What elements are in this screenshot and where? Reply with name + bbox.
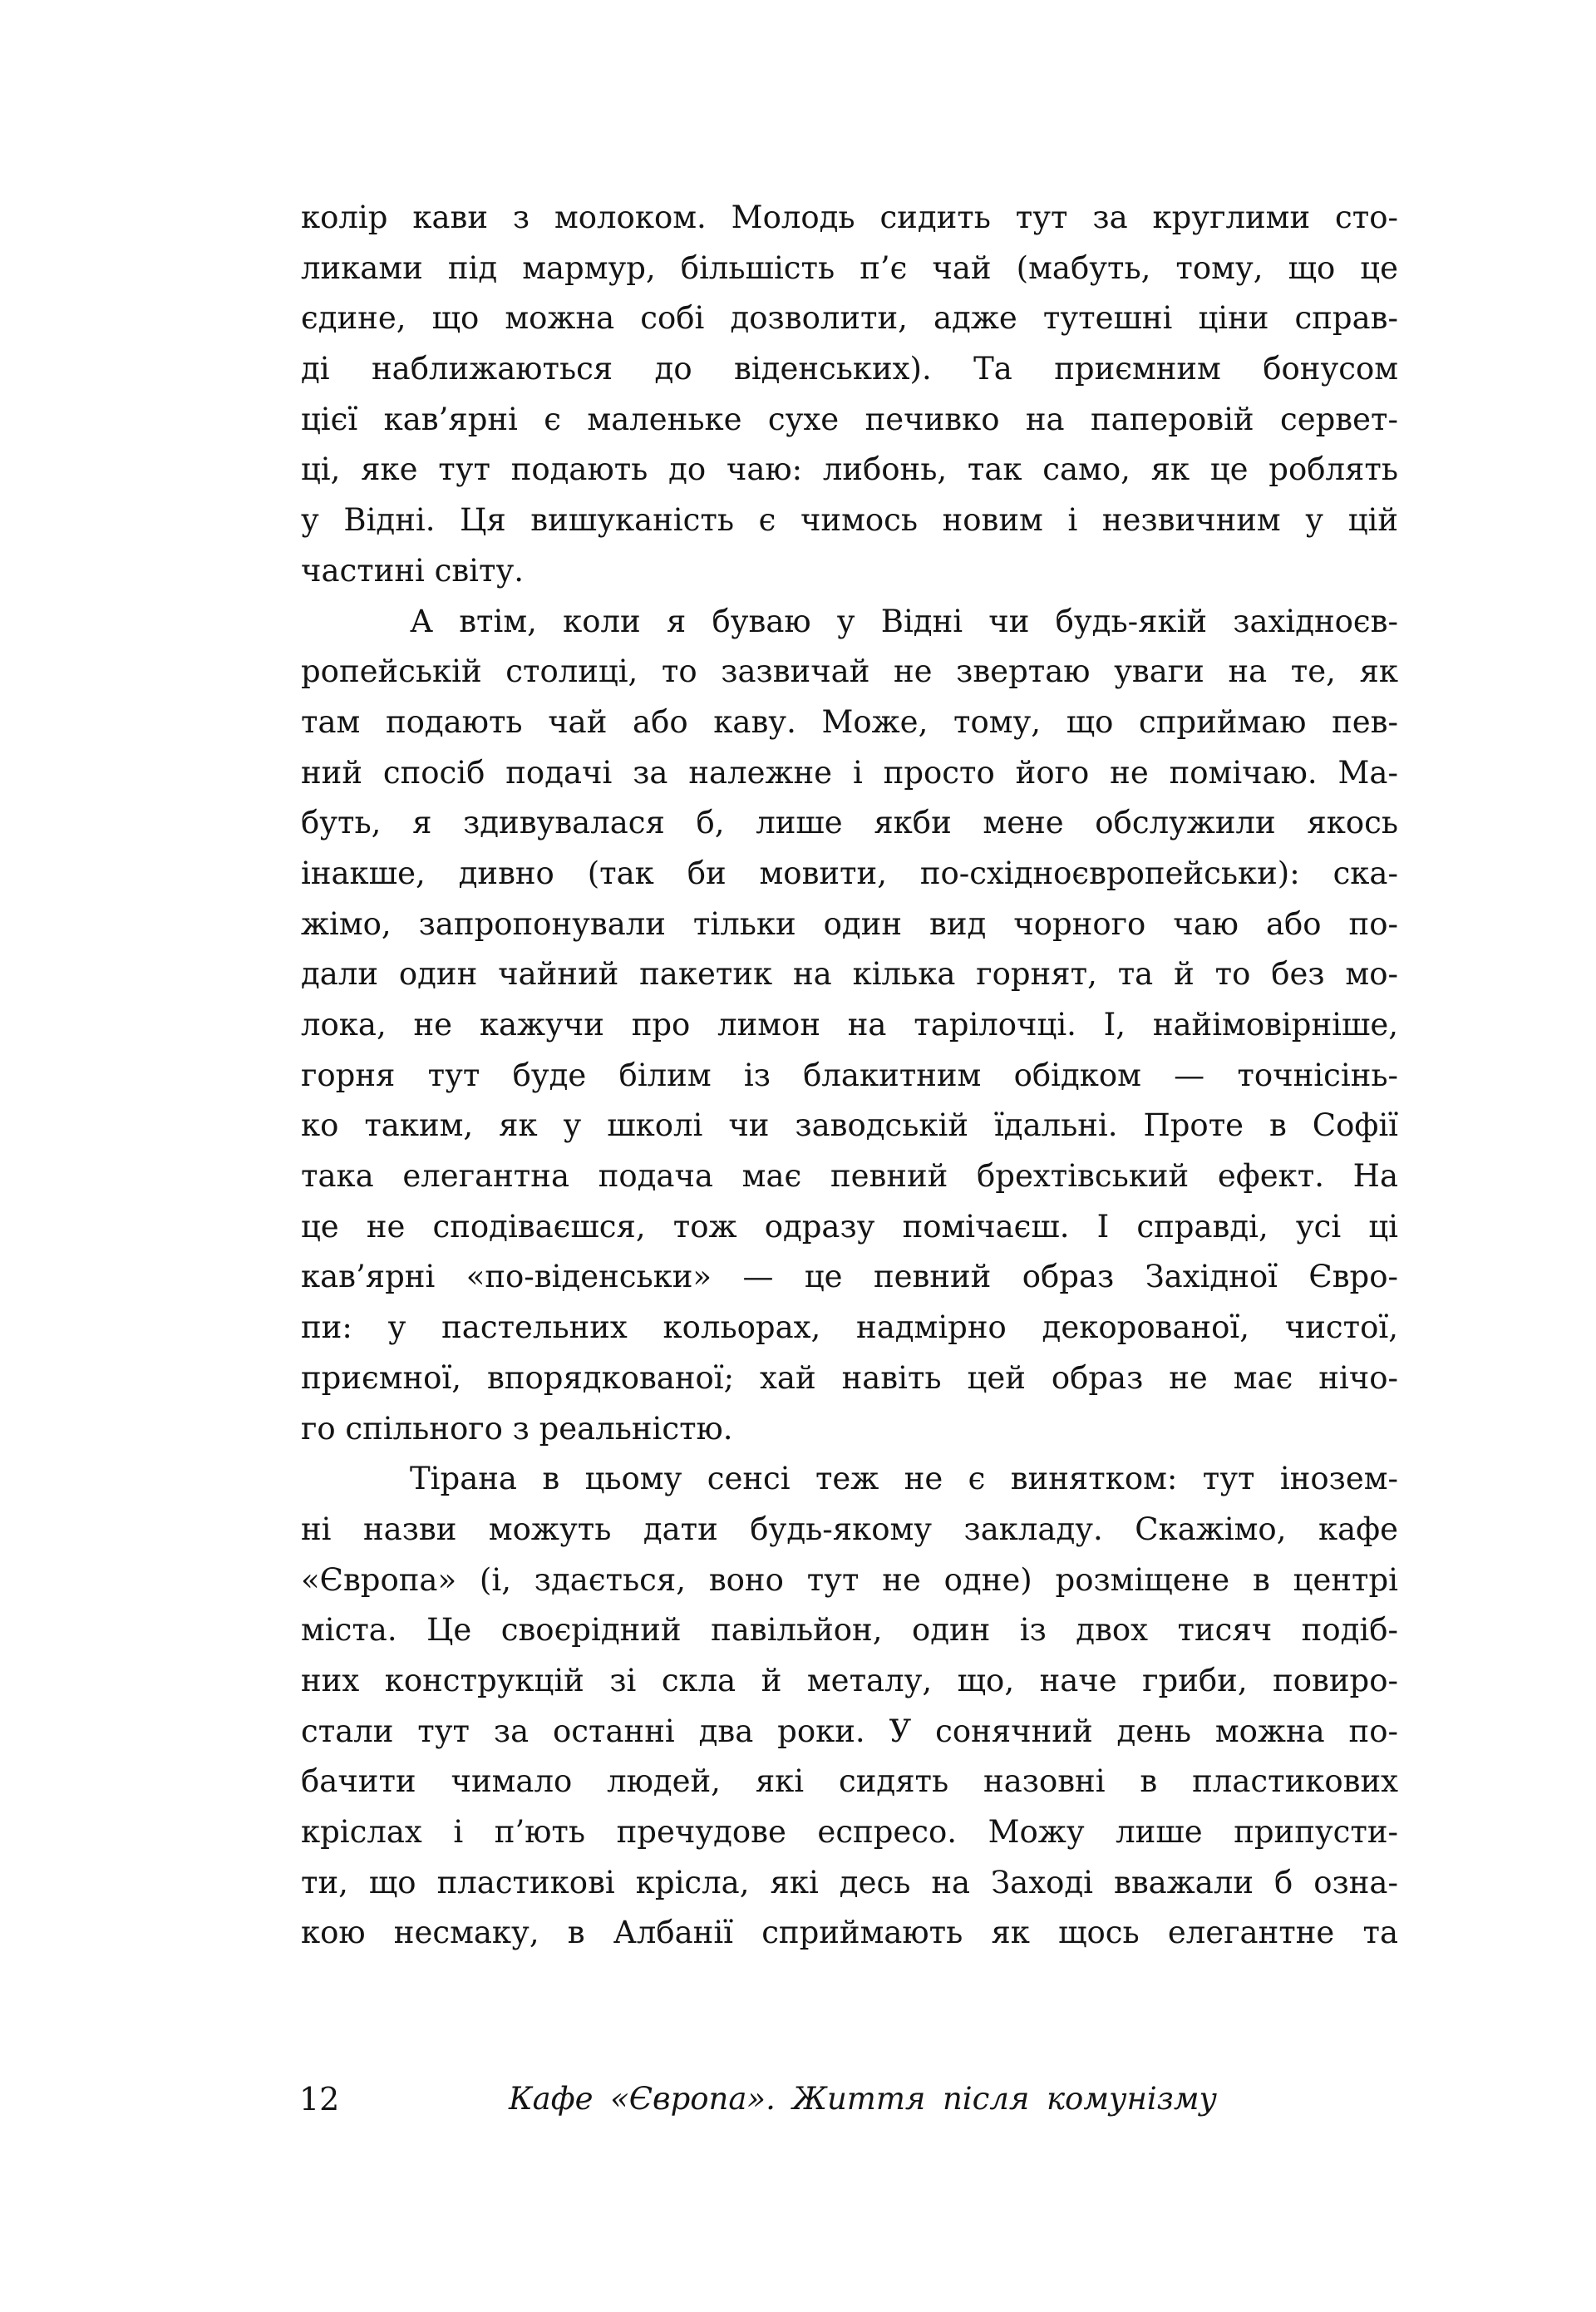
text-line: інакше, дивно (так би мовити, по-східноєвропейськи): ска-: [301, 855, 1398, 891]
text-line: пи: у пастельних кольорах, надмірно декорованої, чистої,: [301, 1309, 1398, 1346]
paragraph-3: [301, 1454, 1398, 1959]
text-line: ні назви можуть дати будь-якому закладу. Скажімо, кафе: [301, 1511, 1398, 1547]
text-line: кріслах і п’ють пречудове еспресо. Можу лише припусти-: [301, 1814, 1398, 1850]
text-line: буть, я здивувалася б, лише якби мене обслужили якось: [301, 805, 1398, 841]
running-title: Кафе «Європа». Життя після комунізму: [509, 2081, 1217, 2117]
text-line: ці, яке тут подають до чаю: либонь, так само, як це роблять: [301, 451, 1398, 488]
page-body: [301, 193, 1398, 1959]
text-line: Тірана в цьому сенсі теж не є винятком: тут інозем-: [410, 1461, 1398, 1497]
text-line: ти, що пластикові крісла, які десь на Заході вважали б озна-: [301, 1864, 1398, 1900]
paragraph-2: [301, 597, 1398, 1455]
text-line: приємної, впорядкованої; хай навіть цей образ не має нічо-: [301, 1359, 1398, 1396]
text-line: горня тут буде білим із блакитним обідком — точнісінь-: [301, 1057, 1398, 1093]
text-line: стали тут за останні два роки. У сонячний день можна по-: [301, 1713, 1398, 1749]
page-footer: [0, 2078, 1596, 2120]
text-line: це не сподіваєшся, тож одразу помічаєш. І справді, усі ці: [301, 1208, 1398, 1245]
text-line: бачити чимало людей, які сидять назовні в пластикових: [301, 1763, 1398, 1800]
text-line: кою несмаку, в Албанії сприймають як щось елегантне та: [301, 1915, 1398, 1951]
text-line: така елегантна подача має певний брехтівський ефект. На: [301, 1158, 1398, 1195]
text-line: частині світу.: [301, 552, 525, 589]
text-line: дали один чайний пакетик на кілька горнят, та й то без мо-: [301, 956, 1398, 993]
text-line: ко таким, як у школі чи заводській їдальні. Проте в Софії: [301, 1107, 1398, 1144]
text-line: жімо, запропонували тільки один вид чорного чаю або по-: [301, 905, 1398, 942]
text-line: кав’ярні «по-віденськи» — це певний образ Західної Євро-: [301, 1259, 1398, 1295]
text-line: у Відні. Ця вишуканість є чимось новим і незвичним у цій: [301, 502, 1398, 539]
text-line: них конструкцій зі скла й металу, що, наче гриби, повиро-: [301, 1662, 1398, 1698]
page-number: 12: [299, 2081, 340, 2117]
text-line: колір кави з молоком. Молодь сидить тут за круглими сто-: [301, 200, 1398, 235]
text-line: ликами під мармур, більшість п’є чай (мабуть, тому, що це: [301, 249, 1398, 286]
text-line: там подають чай або каву. Може, тому, що сприймаю пев-: [301, 703, 1398, 740]
text-line: єдине, що можна собі дозволити, адже тутешні ціни справ-: [301, 300, 1398, 337]
text-line: лока, не кажучи про лимон на тарілочці. І, найімовірніше,: [301, 1007, 1398, 1043]
text-line: го спільного з реальністю.: [301, 1410, 733, 1447]
text-line: міста. Це своєрідний павільйон, один із двох тисяч подіб-: [301, 1612, 1398, 1649]
text-line: цієї кав’ярні є маленьке сухе печивко на паперовій сервет-: [301, 401, 1398, 437]
text-line: ний спосіб подачі за належне і просто його не помічаю. Ма-: [301, 754, 1398, 791]
text-line: ропейській столиці, то зазвичай не звертаю уваги на те, як: [301, 653, 1398, 690]
text-line: ді наближаються до віденських). Та приємним бонусом: [301, 351, 1398, 387]
paragraph-1: [301, 193, 1398, 597]
text-line: А втім, коли я буваю у Відні чи будь-якій західноєв-: [410, 603, 1398, 639]
text-line: «Європа» (і, здається, воно тут не одне) розміщене в центрі: [301, 1561, 1398, 1598]
